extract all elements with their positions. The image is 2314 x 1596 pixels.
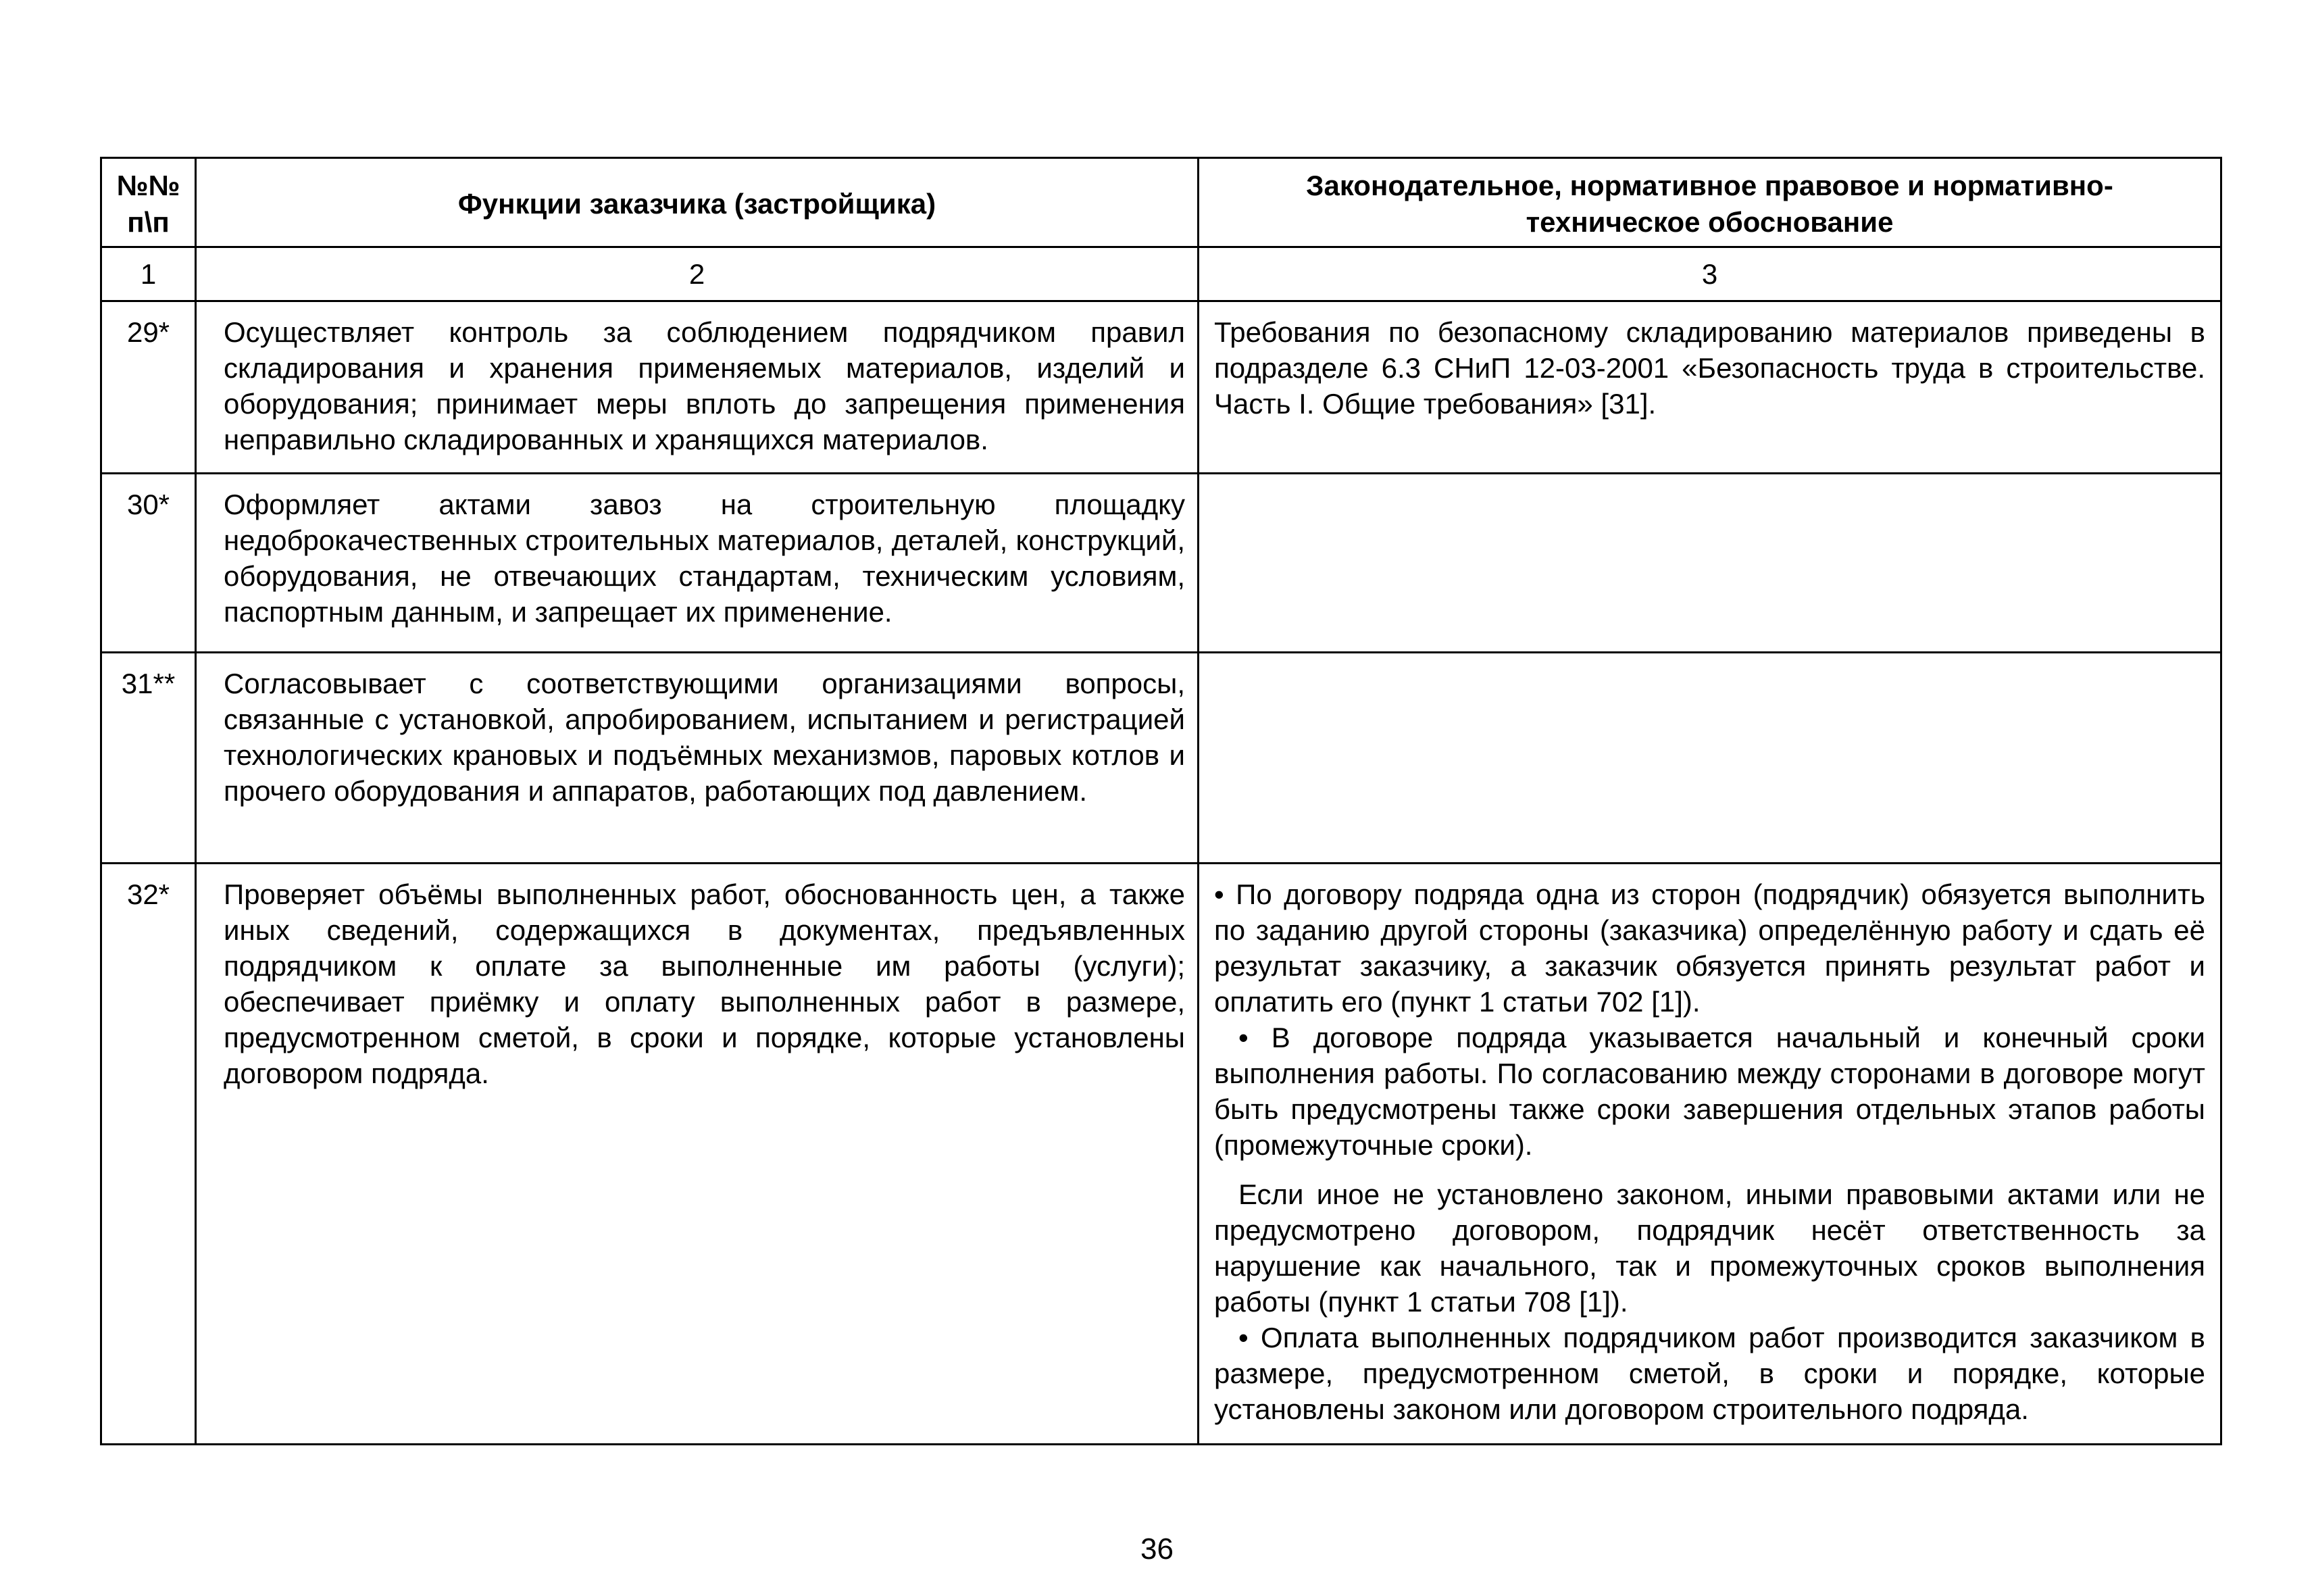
column-number: 1	[101, 247, 196, 301]
row-number: 31**	[101, 653, 196, 864]
basis-paragraph: • В договоре подряда указывается начальный и конечный сроки выполнения работы. По согласованию между сторонами в договоре могут быть предусмотрены также сроки завершения отдельных этапов работы (промежуточные сроки).	[1214, 1022, 2205, 1161]
basis-paragraph: Если иное не установлено законом, иными правовыми актами или не предусмотрено договором, подрядчик несёт ответственность за нарушение как начального, так и промежуточных сроков выполнения работы (пункт 1 статьи 708 [1]).	[1214, 1178, 2205, 1318]
table-row	[101, 301, 2221, 474]
table-row	[101, 653, 2221, 864]
column-number: 3	[1199, 247, 2221, 301]
header-row	[101, 158, 2221, 247]
row-basis	[1199, 301, 2221, 474]
header-functions: Функции заказчика (застройщика)	[196, 158, 1199, 247]
header-num: №№ п\п	[101, 158, 196, 247]
table-row	[101, 474, 2221, 653]
table-row	[101, 864, 2221, 1445]
basis-paragraph: • Оплата выполненных подрядчиком работ производится заказчиком в размере, предусмотренном сметой, в сроки и порядке, которые установлены законом или договором строительного подряда.	[1214, 1322, 2205, 1425]
requirements-table	[100, 157, 2222, 1445]
header-basis: Законодательное, нормативное правовое и нормативно-техническое обоснование	[1199, 158, 2221, 247]
row-number: 30*	[101, 474, 196, 653]
row-basis	[1199, 653, 2221, 864]
row-function: Проверяет объёмы выполненных работ, обоснованность цен, а также иных сведений, содержащихся в документах, предъявленных подрядчиком к оплате за выполненные им работы (услуги); обеспечивает приёмку и оплату выполненных работ в размере, предусмотренном сметой, в сроки и порядке, которые установлены договором подряда.	[196, 864, 1199, 1445]
row-function: Согласовывает с соответствующими организациями вопросы, связанные с установкой, апробированием, испытанием и регистрацией технологических крановых и подъёмных механизмов, паровых котлов и прочего оборудования и аппаратов, работающих под давлением.	[196, 653, 1199, 864]
row-function: Оформляет актами завоз на строительную площадку недоброкачественных строительных материалов, деталей, конструкций, оборудования, не отвечающих стандартам, техническим условиям, паспортным данным, и запрещает их применение.	[196, 474, 1199, 653]
page-number: 36	[1140, 1532, 1174, 1566]
row-function: Осуществляет контроль за соблюдением подрядчиком правил складирования и хранения применяемых материалов, изделий и оборудования; принимает меры вплоть до запрещения применения неправильно складированных и хранящихся материалов.	[196, 301, 1199, 474]
column-number: 2	[196, 247, 1199, 301]
row-number: 32*	[101, 864, 196, 1445]
row-basis	[1199, 864, 2221, 1445]
basis-paragraph: Требования по безопасному складированию материалов приведены в подразделе 6.3 СНиП 12-03-2001 «Безопасность труда в строительстве. Часть I. Общие требования» [31].	[1214, 316, 2205, 420]
row-basis	[1199, 474, 2221, 653]
row-number: 29*	[101, 301, 196, 474]
basis-paragraph: • По договору подряда одна из сторон (подрядчик) обязуется выполнить по заданию другой стороны (заказчика) определённую работу и сдать её результат заказчику, а заказчик обязуется принять результат работ и оплатить его (пункт 1 статьи 702 [1]).	[1214, 878, 2205, 1018]
column-number-row	[101, 247, 2221, 301]
